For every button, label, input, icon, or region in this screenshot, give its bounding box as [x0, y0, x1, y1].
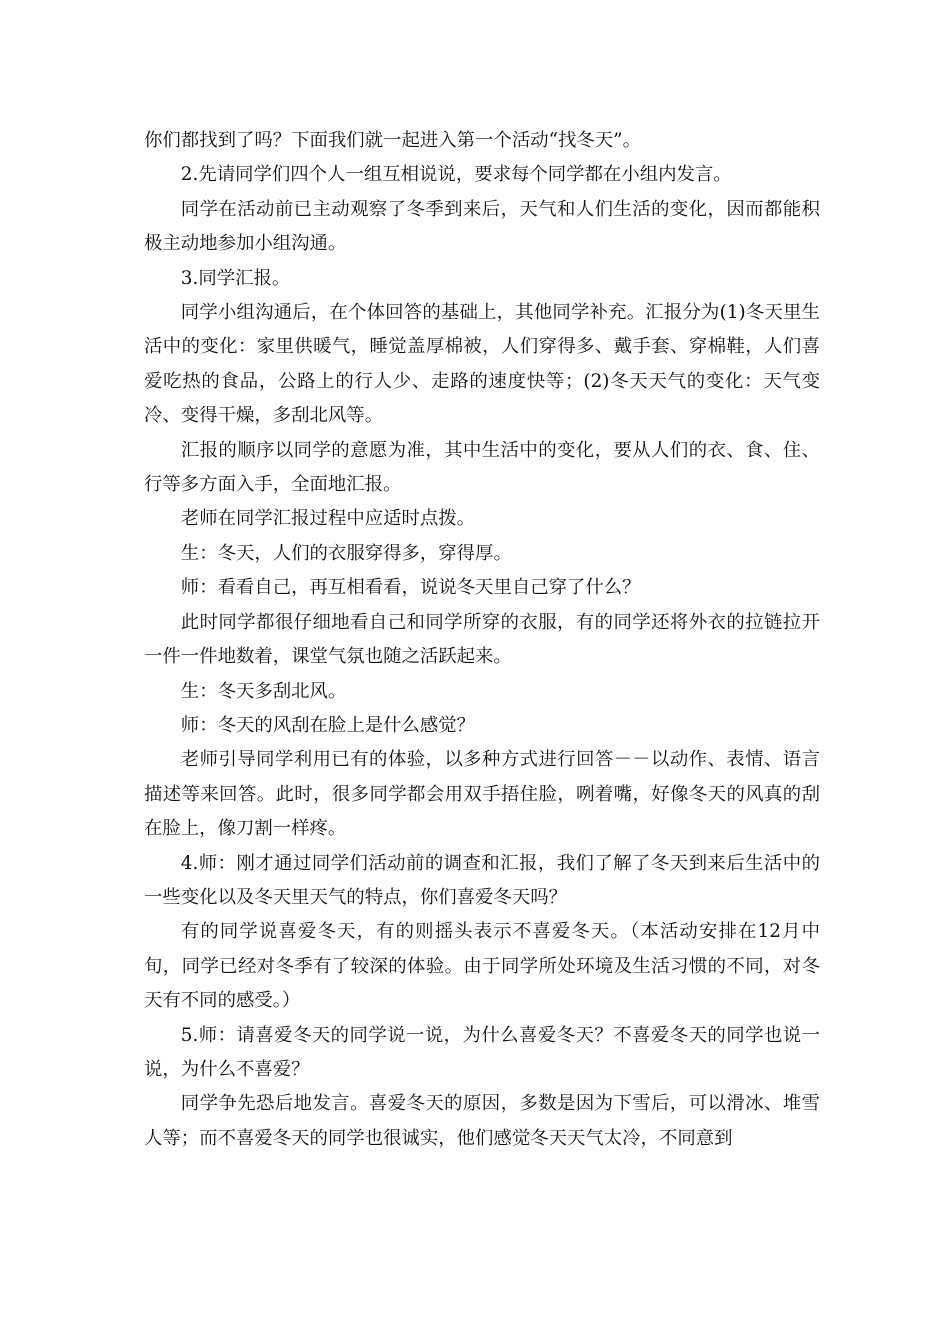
paragraph: 老师在同学汇报过程中应适时点拨。	[180, 508, 476, 530]
paragraph: 有的同学说喜爱冬天，有的则摇头表示不喜爱冬天。（本活动安排在12月中旬，同学已经对冬季有了较深的体验。由于同学所处环境及生活习惯的不同，对冬天有不同的感受。）	[144, 921, 820, 1012]
paragraph: 生：冬天，人们的衣服穿得多，穿得厚。	[180, 542, 512, 564]
paragraph: 同学争先恐后地发言。喜爱冬天的原因，多数是因为下雪后，可以滑冰、堆雪人等；而不喜爱冬天的同学也很诚实，他们感觉冬天天气太冷，不同意到	[144, 1093, 820, 1149]
paragraph: 老师引导同学利用已有的体验，以多种方式进行回答－－以动作、表情、语言描述等来回答。此时，很多同学都会用双手捂住脸，咧着嘴，好像冬天的风真的刮在脸上，像刀割一样疼。	[144, 749, 820, 840]
paragraph: 你们都找到了吗？下面我们就一起进入第一个活动“找冬天”。	[144, 130, 641, 151]
paragraph: 同学小组沟通后，在个体回答的基础上，其他同学补充。汇报分为(1)冬天里生活中的变化：家里供暖气，睡觉盖厚棉被，人们穿得多、戴手套、穿棉鞋，人们喜爱吃热的食品，公路上的行人少、走路的速度快等；(2)冬天天气的变化：天气变冷、变得干燥，多刮北风等。	[144, 302, 820, 427]
paragraph: 2.先请同学们四个人一组互相说说，要求每个同学都在小组内发言。	[180, 164, 732, 186]
paragraph: 此时同学都很仔细地看自己和同学所穿的衣服，有的同学还将外衣的拉链拉开一件一件地数着，课堂气氛也随之活跃起来。	[144, 611, 820, 668]
paragraph: 3.同学汇报。	[180, 267, 291, 289]
paragraph: 汇报的顺序以同学的意愿为准，其中生活中的变化，要从人们的衣、食、住、行等多方面入手，全面地汇报。	[144, 439, 820, 496]
paragraph: 生：冬天多刮北风。	[180, 680, 347, 702]
paragraph: 师：看看自己，再互相看看，说说冬天里自己穿了什么？	[180, 577, 641, 599]
paragraph: 同学在活动前已主动观察了冬季到来后，天气和人们生活的变化，因而都能积极主动地参加小组沟通。	[144, 198, 820, 255]
paragraph: 4.师：刚才通过同学们活动前的调查和汇报，我们了解了冬天到来后生活中的一些变化以及冬天里天气的特点，你们喜爱冬天吗？	[144, 852, 820, 908]
paragraph: 师：冬天的风刮在脸上是什么感觉？	[180, 714, 476, 736]
document-body	[144, 124, 820, 1156]
paragraph: 5.师：请喜爱冬天的同学说一说，为什么喜爱冬天？不喜爱冬天的同学也说一说，为什么不喜爱？	[144, 1024, 820, 1080]
